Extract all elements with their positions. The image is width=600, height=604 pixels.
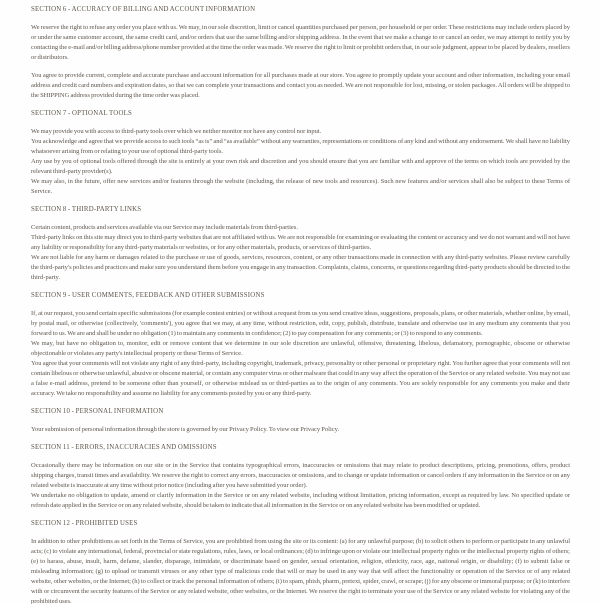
tos-section (31, 5, 570, 101)
section-heading: SECTION 8 - THIRD-PARTY LINKS (31, 206, 142, 213)
section-heading: SECTION 11 - ERRORS, INACCURACIES AND OMISSIONS (31, 444, 217, 451)
section-heading: SECTION 6 - ACCURACY OF BILLING AND ACCOUNT INFORMATION (31, 6, 256, 13)
tos-section (31, 109, 570, 197)
tos-section (31, 291, 570, 399)
paragraph: Occasionally there may be information on our site or in the Service that contains typographical errors, inaccuracies or omissions that may relate to product descriptions, pricing, promotions, offers, product shipping charges, transit times and availability. We reserve the right to correct any errors, inaccuracies or omissions, and to change or update information or cancel orders if any information in the Service or on any related website is inaccurate at any time without prior notice (including after you have submitted your order). (31, 462, 570, 489)
paragraph: We may provide you with access to third-party tools over which we neither monitor nor have any control nor input. (31, 128, 322, 135)
paragraph-block (31, 223, 570, 283)
paragraph: In addition to other prohibitions as set forth in the Terms of Service, you are prohibited from using the site or its content: (a) for any unlawful purpose; (b) to solicit others to perform or participate in any unlawful acts; (c) to violate any international, federal, provincial or state regulations, rules, laws, or local ordinances; (d) to infringe upon or violate our intellectual property rights or the intellectual property rights of others; (e) to harass, abuse, insult, harm, defame, slander, disparage, intimidate, or discriminate based on gender, sexual orientation, religion, ethnicity, race, age, national origin, or disability; (f) to submit false or misleading information; (g) to upload or transmit viruses or any other type of malicious code that will or may be used in any way that will affect the functionality or operation of the Service or of any related website, other websites, or the Internet; (h) to collect or track the personal information of others; (i) to spam, phish, pharm, pretext, spider, crawl, or scrape; (j) for any obscene or immoral purpose; or (k) to interfere with or circumvent the security features of the Service or any related website, other websites, or the Internet. We reserve the right to terminate your use of the Service or any related website for violating any of the prohibited uses. (31, 538, 570, 604)
paragraph-block (31, 309, 570, 399)
paragraph: Third-party links on this site may direct you to third-party websites that are not affiliated with us. We are not responsible for examining or evaluating the content or accuracy and we do not warrant and will not have any liability or responsibility for any third-party materials or websites, or for any other materials, products, or services of third-parties. (31, 234, 570, 251)
paragraph: Certain content, products and services available via our Service may include materials from third-parties. (31, 224, 298, 231)
paragraph: You agree to provide current, complete and accurate purchase and account information for all purchases made at our store. You agree to promptly update your account and other information, including your email address and credit card numbers and expiration dates, so that we can complete your transactions and contact you as needed. We are not responsible for lost, missing, or stolen packages. All orders will be shipped to the SHIPPING address provided during the time order was placed. (31, 72, 570, 99)
tos-section (31, 205, 570, 283)
paragraph-block (31, 23, 570, 63)
paragraph: Your submission of personal information through the store is governed by our Privacy Policy. To view our Privacy Policy. (31, 426, 340, 433)
section-heading: SECTION 12 - PROHIBITED USES (31, 520, 138, 527)
paragraph: We reserve the right to refuse any order you place with us. We may, in our sole discretion, limit or cancel quantities purchased per person, per household or per order. These restrictions may include orders placed by or under the same customer account, the same credit card, and/or orders that use the same billing and/or shipping address. In the event that we make a change to or cancel an order, we may attempt to notify you by contacting the e-mail and/or billing address/phone number provided at the time the order was made. We reserve the right to limit or prohibit orders that, in our sole judgment, appear to be placed by dealers, resellers or distributors. (31, 24, 570, 61)
paragraph: We are not liable for any harm or damages related to the purchase or use of goods, services, resources, content, or any other transactions made in connection with any third-party websites. Please review carefully the third-party's policies and practices and make sure you understand them before you engage in any transaction. Complaints, claims, concerns, or questions regarding third-party products should be directed to the third-party. (31, 254, 570, 281)
tos-section (31, 519, 570, 604)
paragraph: You acknowledge and agree that we provide access to such tools “as is” and “as available” without any warranties, representations or conditions of any kind and without any endorsement. We shall have no liability whatsoever arising from or relating to your use of optional third-party tools. (31, 138, 570, 155)
section-heading: SECTION 9 - USER COMMENTS, FEEDBACK AND OTHER SUBMISSIONS (31, 292, 265, 299)
section-heading: SECTION 7 - OPTIONAL TOOLS (31, 110, 133, 117)
paragraph: We may, but have no obligation to, monitor, edit or remove content that we determine in our sole discretion are unlawful, offensive, threatening, libelous, defamatory, pornographic, obscene or otherwise objectionable or violates any party's intellectual property or these Terms of Service. (31, 340, 570, 357)
paragraph-block (31, 461, 570, 511)
paragraph: We undertake no obligation to update, amend or clarify information in the Service or on any related website, including without limitation, pricing information, except as required by law. No specified update or refresh date applied in the Service or on any related website, should be taken to indicate that all information in the Service or on any related website has been modified or updated. (31, 492, 570, 509)
paragraph-block (31, 71, 570, 101)
paragraph-block (31, 127, 570, 197)
tos-section (31, 407, 570, 435)
tos-section (31, 443, 570, 511)
paragraph-block (31, 425, 570, 435)
paragraph: We may also, in the future, offer new services and/or features through the website (including, the release of new tools and resources). Such new features and/or services shall also be subject to these Terms of Service. (31, 178, 570, 195)
paragraph: Any use by you of optional tools offered through the site is entirely at your own risk and discretion and you should ensure that you are familiar with and approve of the terms on which tools are provided by the relevant third-party provider(s). (31, 158, 570, 175)
paragraph: If, at our request, you send certain specific submissions (for example contest entries) or without a request from us you send creative ideas, suggestions, proposals, plans, or other materials, whether online, by email, by postal mail, or otherwise (collectively, 'comments'), you agree that we may, at any time, without restriction, edit, copy, publish, distribute, translate and otherwise use in any medium any comments that you forward to us. We are and shall be under no obligation (1) to maintain any comments in confidence; (2) to pay compensation for any comments; or (3) to respond to any comments. (31, 310, 570, 337)
section-heading: SECTION 10 - PERSONAL INFORMATION (31, 408, 164, 415)
paragraph: You agree that your comments will not violate any right of any third-party, including copyright, trademark, privacy, personality or other personal or proprietary right. You further agree that your comments will not contain libelous or otherwise unlawful, abusive or obscene material, or contain any computer virus or other malware that could in any way affect the operation of the Service or any related website. You may not use a false e-mail address, pretend to be someone other than yourself, or otherwise mislead us or third-parties as to the origin of any comments. You are solely responsible for any comments you make and their accuracy. We take no responsibility and assume no liability for any comments posted by you or any third-party. (31, 360, 570, 397)
paragraph-block (31, 537, 570, 604)
